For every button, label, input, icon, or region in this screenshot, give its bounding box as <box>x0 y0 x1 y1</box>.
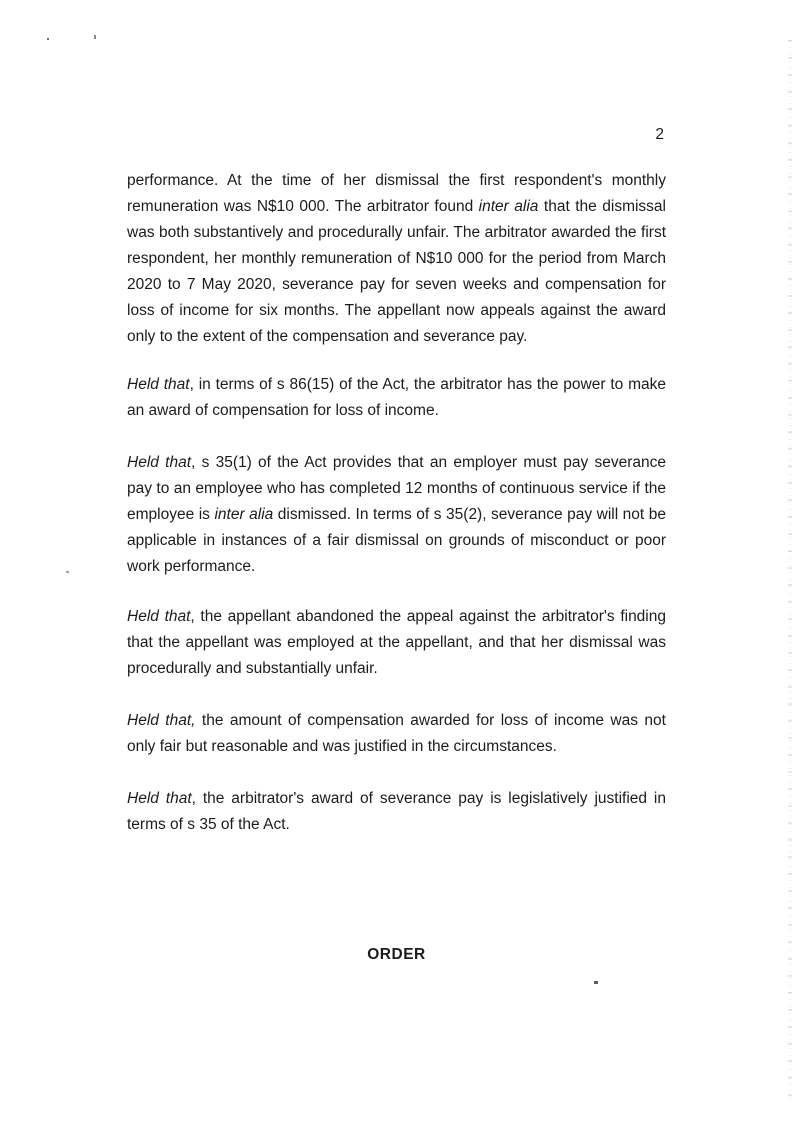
held-paragraph-1 <box>127 372 666 424</box>
text-segment: , in terms of s 86(15) of the Act, the arbitrator has the power to make an award of compensation for loss of income. <box>127 376 666 419</box>
held-paragraph-3 <box>127 604 666 682</box>
text-segment: performance. At the time of her dismissal the first respondent's monthly remuneration was N$10 000. The arbitrator found <box>127 172 666 215</box>
text-segment: that the dismissal was both substantively and procedurally unfair. The arbitrator awarded the first respondent, her monthly remuneration of N$10 000 for the period from March 2020 to 7 May 2020, severance pay for seven weeks and compensation for loss of income for six months. The appellant now appeals against the award only to the extent of the compensation and severance pay. <box>127 198 666 345</box>
held-that-lead: Held that <box>127 790 192 807</box>
text-block <box>127 122 666 968</box>
text-segment: , the appellant abandoned the appeal against the arbitrator's finding that the appellant was employed at the appellant, and that her dismissal was procedurally and substantially unfair. <box>127 608 666 677</box>
held-paragraph-4 <box>127 708 666 760</box>
latin-phrase-inter-alia: inter alia <box>478 198 539 215</box>
text-segment: , the arbitrator's award of severance pay is legislatively justified in terms of s 35 of the Act. <box>127 790 666 833</box>
text-segment: dismissed. In terms of s 35(2), severance pay will not be applicable in instances of a fair dismissal on grounds of misconduct or poor work performance. <box>127 506 666 575</box>
scan-speck <box>47 38 49 40</box>
page-number: 2 <box>655 126 664 143</box>
held-that-lead: Held that <box>127 376 190 393</box>
held-paragraph-2 <box>127 450 666 580</box>
binding-edge-artifacts <box>788 40 792 1103</box>
order-heading: ORDER <box>367 946 426 963</box>
held-that-lead: Held that <box>127 608 191 625</box>
summary-paragraph-facts <box>127 168 666 350</box>
latin-phrase-inter-alia: inter alia <box>214 506 274 523</box>
scan-speck <box>94 35 96 39</box>
text-segment: the amount of compensation awarded for loss of income was not only fair but reasonable and was justified in the circumstances. <box>127 712 666 755</box>
held-paragraph-5 <box>127 786 666 838</box>
text-segment: , s 35(1) of the Act provides that an employer must pay severance pay to an employee who has completed 12 months of continuous service if the employee is <box>127 454 666 523</box>
scan-speck <box>594 981 598 984</box>
scan-speck <box>66 570 70 573</box>
held-that-lead: Held that <box>127 454 191 471</box>
held-that-lead: Held that, <box>127 712 196 729</box>
